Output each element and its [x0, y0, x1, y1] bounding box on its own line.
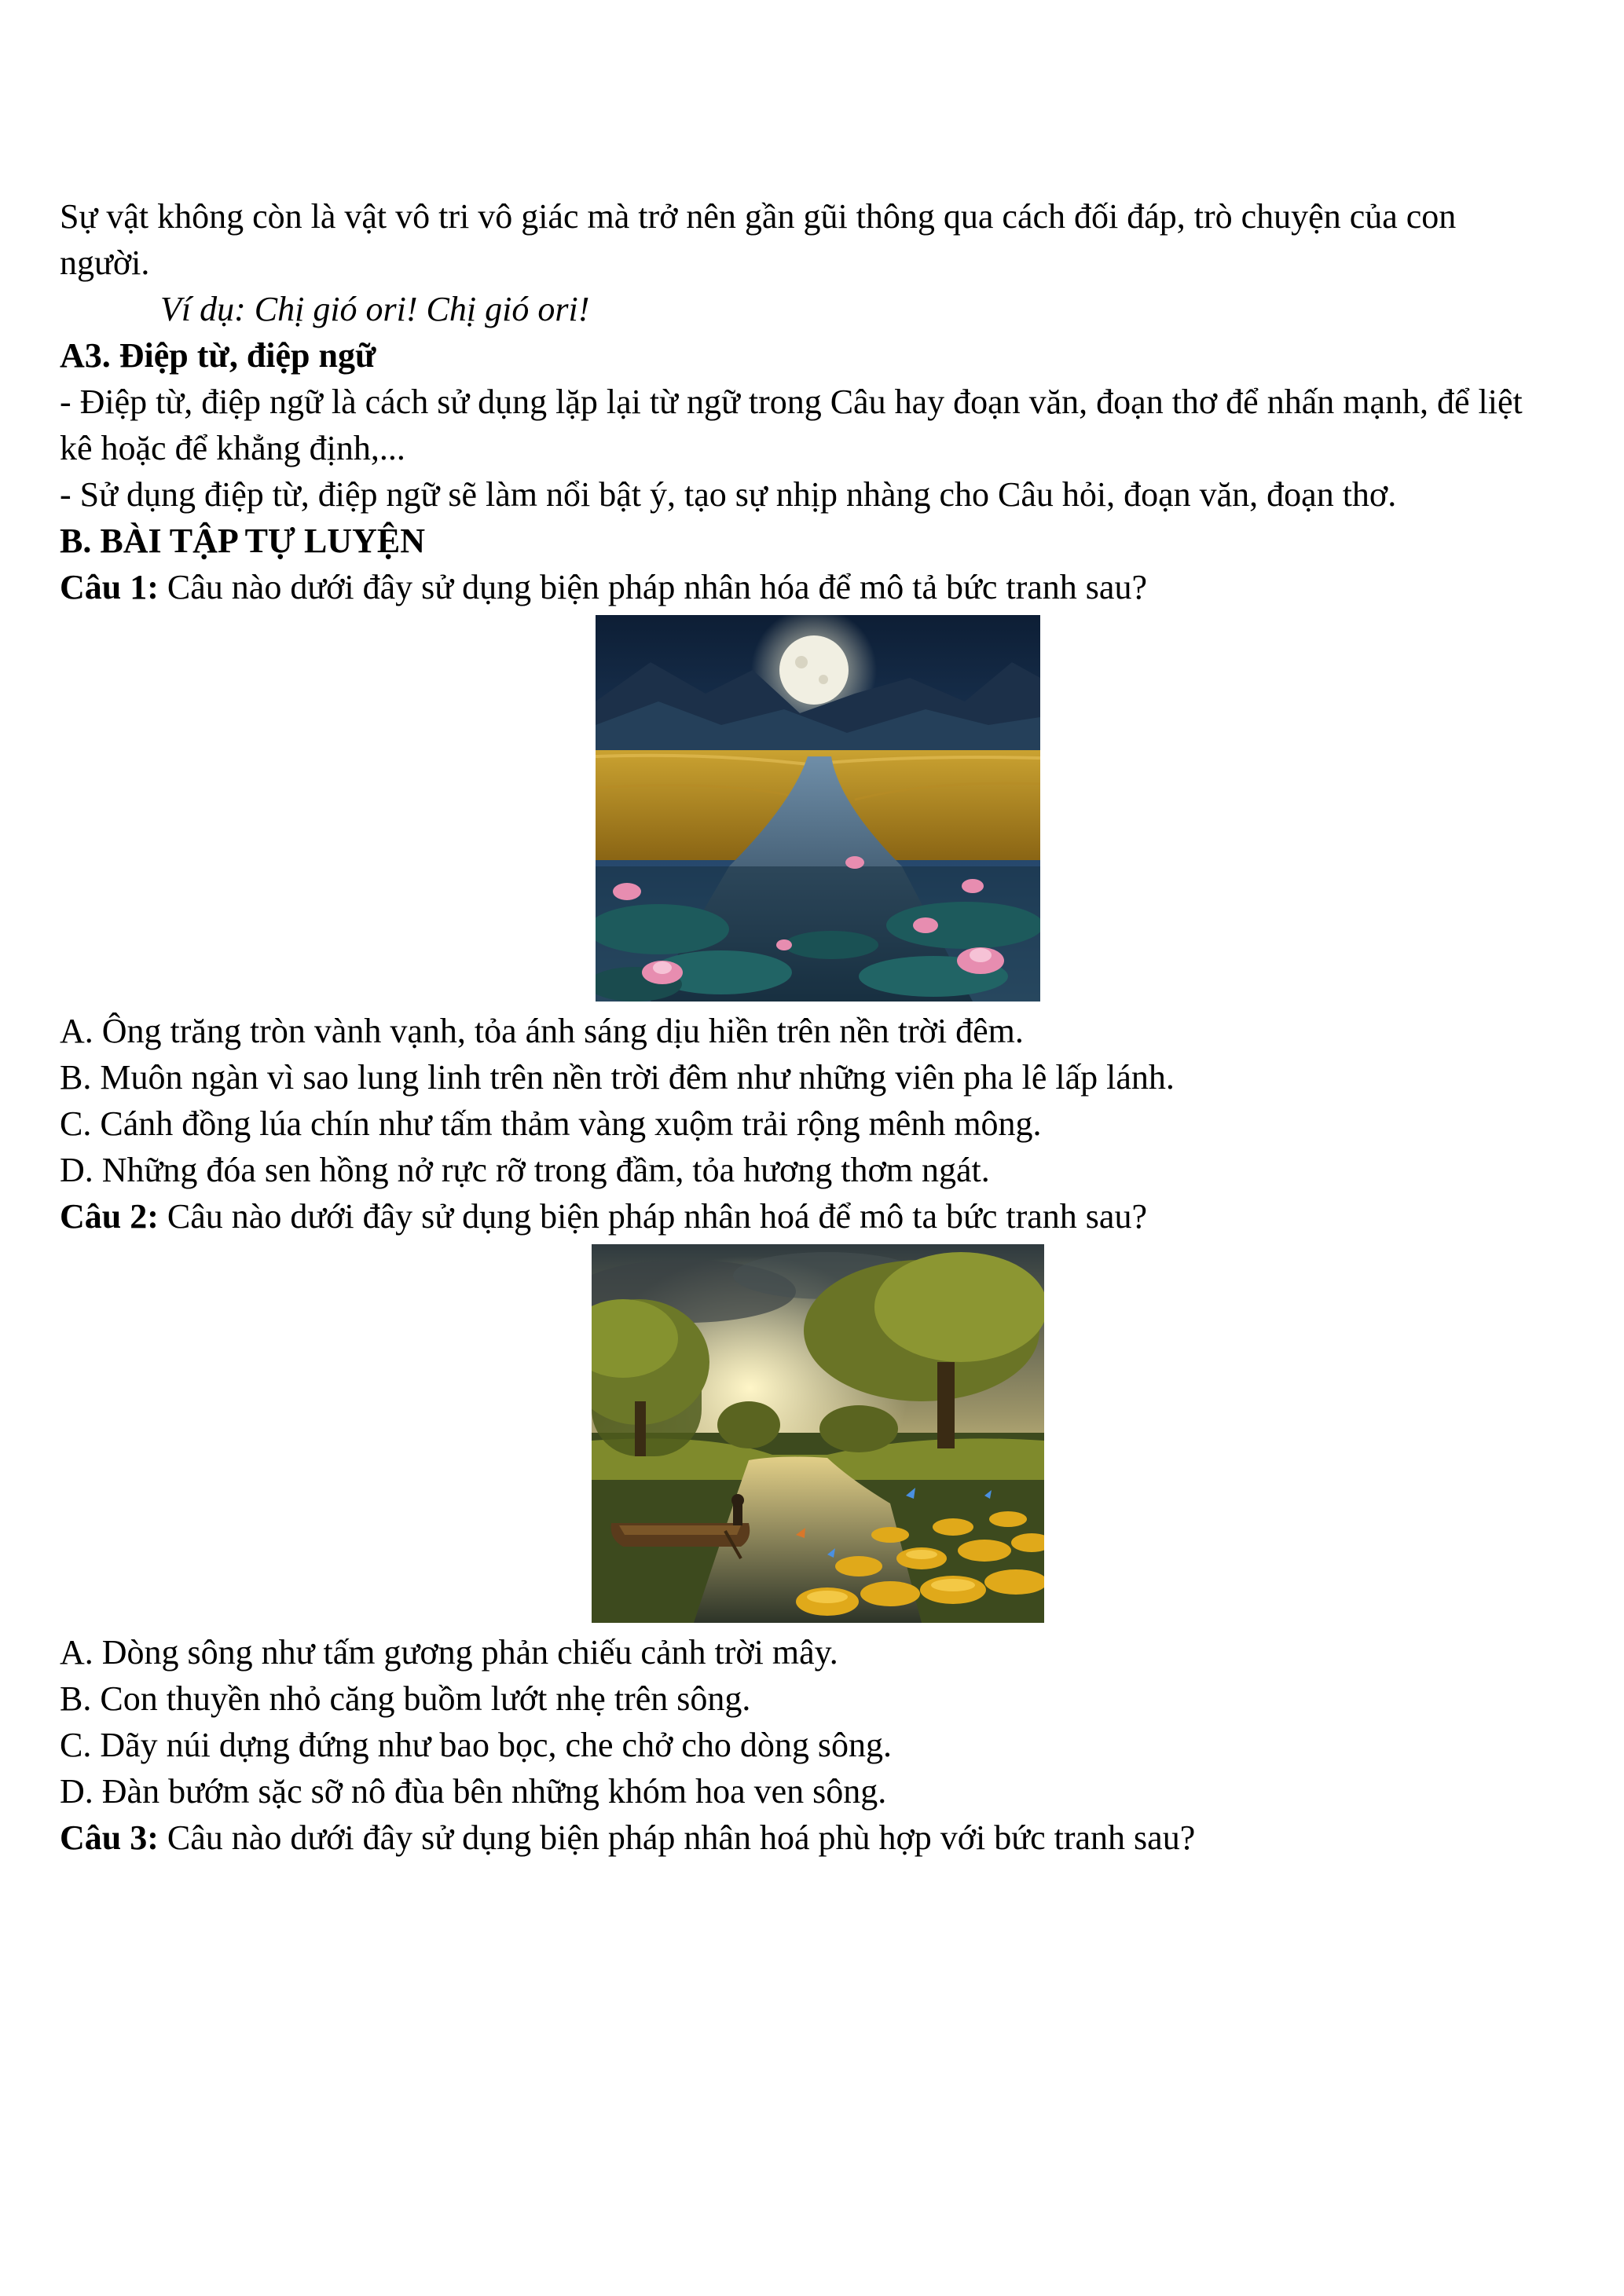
page-content	[60, 193, 1576, 1861]
question-1-option-d: D. Những đóa sen hồng nở rực rỡ trong đầm, tỏa hương thơm ngát.	[60, 1151, 990, 1189]
intro-line-2: người.	[60, 244, 150, 282]
question-2-option-d: D. Đàn bướm sặc sỡ nô đùa bên những khóm hoa ven sông.	[60, 1772, 887, 1811]
question-1-option-c: C. Cánh đồng lúa chín như tấm thảm vàng xuộm trải rộng mênh mông.	[60, 1104, 1042, 1143]
question-1-text: Câu nào dưới đây sử dụng biện pháp nhân hóa để mô tả bức tranh sau?	[158, 568, 1147, 606]
section-a3-heading: A3. Điệp từ, điệp ngữ	[60, 336, 376, 375]
question-3-text: Câu nào dưới đây sử dụng biện pháp nhân hoá phù hợp với bức tranh sau?	[158, 1818, 1196, 1857]
question-2-option-c: C. Dãy núi dựng đứng như bao bọc, che chở cho dòng sông.	[60, 1726, 892, 1764]
question-2-text: Câu nào dưới đây sử dụng biện pháp nhân hoá để mô ta bức tranh sau?	[158, 1197, 1147, 1236]
intro-line-1: Sự vật không còn là vật vô tri vô giác mà trở nên gần gũi thông qua cách đối đáp, trò chuyện của con	[60, 197, 1457, 236]
section-a3-line-1: - Điệp từ, điệp ngữ là cách sử dụng lặp lại từ ngữ trong Câu hay đoạn văn, đoạn thơ để nhấn mạnh, để liệt	[60, 383, 1523, 421]
question-1-option-b: B. Muôn ngàn vì sao lung linh trên nền trời đêm như những viên pha lê lấp lánh.	[60, 1058, 1175, 1097]
section-b-heading: B. BÀI TẬP TỰ LUYỆN	[60, 522, 425, 560]
question-2-option-b: B. Con thuyền nhỏ căng buồm lướt nhẹ trên sông.	[60, 1679, 751, 1718]
question-3-label: Câu 3:	[60, 1818, 159, 1857]
question-1-label: Câu 1:	[60, 568, 159, 606]
question-3	[60, 1814, 1576, 1861]
section-a3-line-3: - Sử dụng điệp từ, điệp ngữ sẽ làm nổi bật ý, tạo sự nhịp nhàng cho Câu hỏi, đoạn văn, đoạn thơ.	[60, 475, 1397, 514]
question-2-image-container	[60, 1244, 1576, 1623]
intro-example: Ví dụ: Chị gió ori! Chị gió ori!	[160, 290, 590, 328]
river-boat-flowers-image	[592, 1244, 1044, 1623]
moon	[779, 635, 849, 705]
section-a3-line-2: kê hoặc để khẳng định,...	[60, 429, 405, 467]
question-2-option-a: A. Dòng sông như tấm gương phản chiếu cảnh trời mây.	[60, 1633, 838, 1672]
question-1-image-container	[60, 615, 1576, 1002]
question-1-option-a: A. Ông trăng tròn vành vạnh, tỏa ánh sáng dịu hiền trên nền trời đêm.	[60, 1012, 1024, 1050]
moonlit-lotus-field-image	[596, 615, 1040, 1002]
question-2-label: Câu 2:	[60, 1197, 159, 1236]
question-2	[60, 1193, 1576, 1240]
question-1	[60, 564, 1576, 610]
